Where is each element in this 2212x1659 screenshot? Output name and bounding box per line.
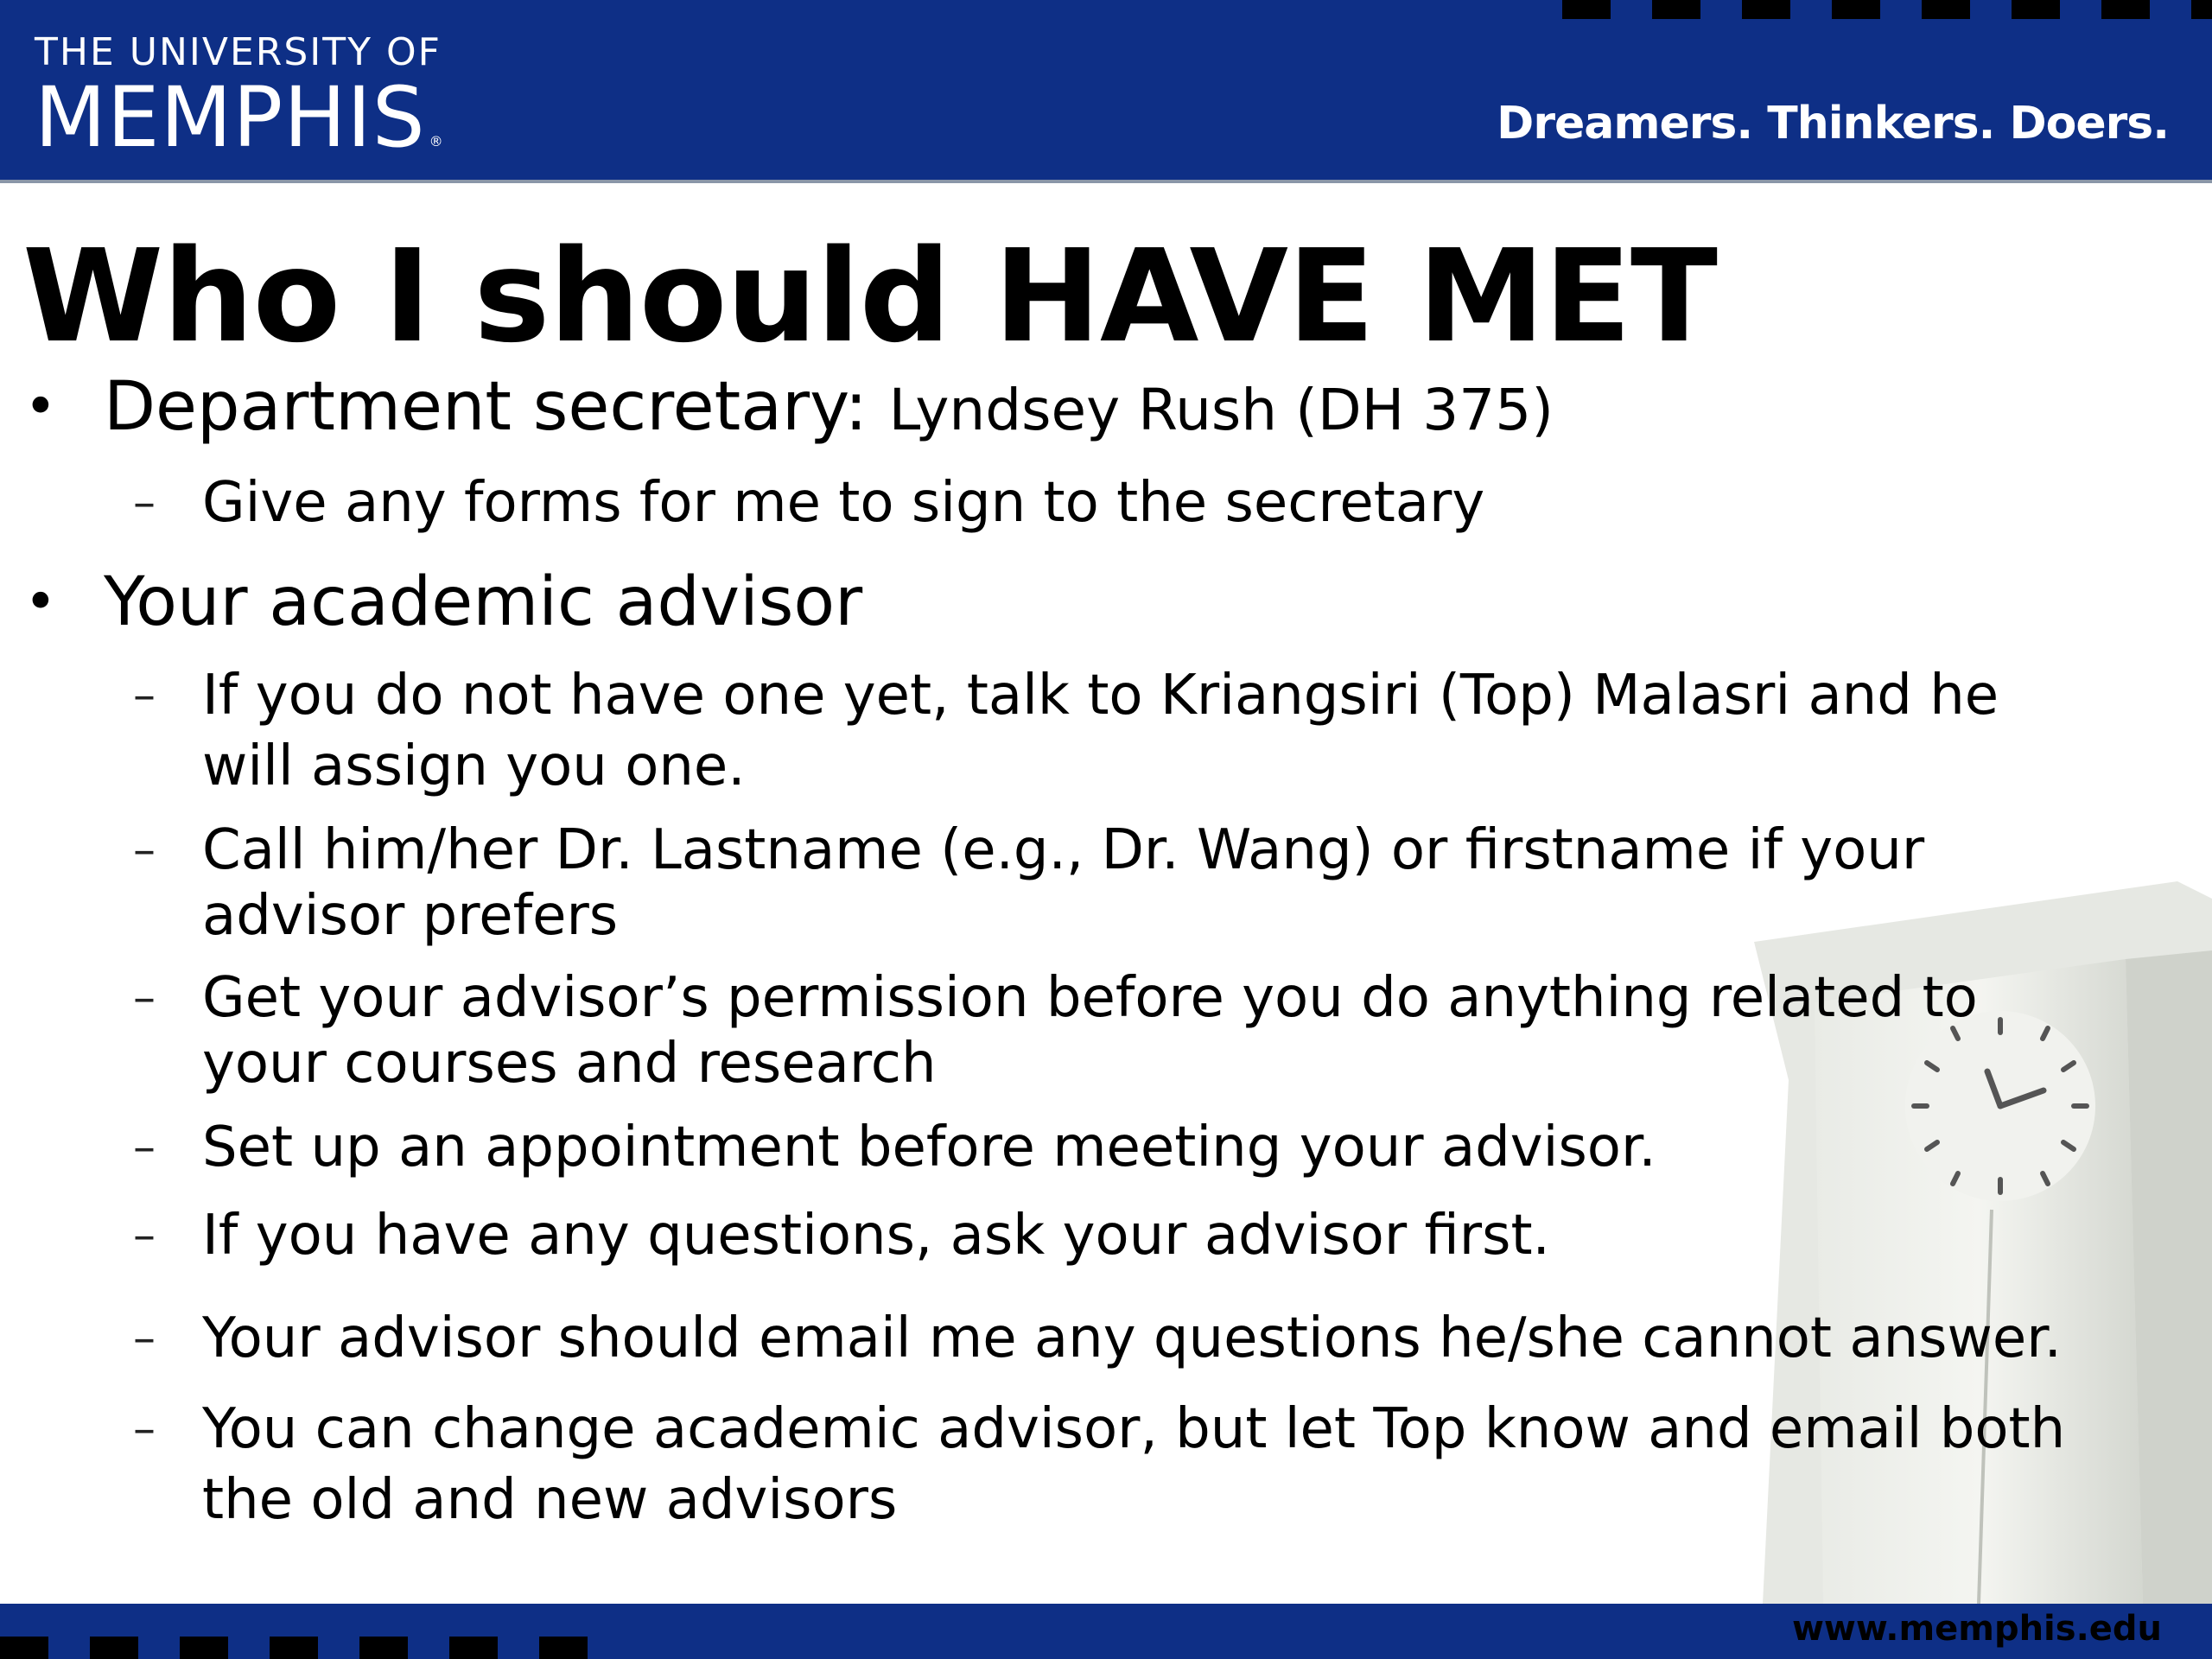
dash-icon: –	[133, 1122, 156, 1173]
footer-tick-marks	[0, 1637, 588, 1659]
dash-icon: –	[133, 477, 156, 529]
subitem	[133, 1303, 2103, 1374]
subitem-text: Your advisor should email me any questions he/she cannot answer.	[202, 1306, 2062, 1370]
bullet-dot-icon: •	[24, 375, 57, 439]
subitem-text: Get your advisor’s permission before you do anything related to your courses and research	[202, 966, 1978, 1096]
subitem	[133, 817, 2103, 949]
bullet-label: Your academic advisor	[104, 563, 863, 641]
dash-icon: –	[133, 670, 156, 721]
subitem-text: If you do not have one yet, talk to Kriangsiri (Top) Malasri and he will assign you one.	[202, 664, 1999, 798]
registered-mark: ®	[429, 133, 444, 149]
subitem	[133, 467, 2103, 538]
bullet-academic-advisor	[24, 563, 863, 641]
dash-icon: –	[133, 1210, 156, 1262]
dash-icon: –	[133, 1313, 156, 1364]
logo-top-text: THE UNIVERSITY OF	[35, 30, 442, 74]
footer-url: www.memphis.edu	[1791, 1609, 2162, 1649]
header-tick-marks	[1562, 0, 2212, 19]
subitem-text: If you have any questions, ask your advisor first.	[202, 1204, 1550, 1268]
dash-icon: –	[133, 972, 156, 1024]
bullet-detail: Lyndsey Rush (DH 375)	[888, 377, 1554, 443]
bullet-department-secretary	[24, 368, 1554, 449]
subitem-text: You can change academic advisor, but let Top know and email both the old and new advisors	[202, 1397, 2066, 1532]
subitem	[133, 1112, 2103, 1183]
tagline: Dreamers. Thinkers. Doers.	[1497, 98, 2169, 149]
subitem-text: Set up an appointment before meeting your advisor.	[202, 1116, 1656, 1179]
subitem-text: Give any forms for me to sign to the secretary	[202, 471, 1485, 535]
slide-title: Who I should HAVE MET	[22, 222, 1717, 371]
subitem	[133, 1394, 2103, 1535]
dash-icon: –	[133, 824, 156, 876]
university-logo	[35, 31, 444, 183]
logo-main-text: MEMPHIS ®	[35, 69, 444, 166]
subitem	[133, 965, 2103, 1096]
subitem	[133, 660, 2103, 802]
subitem	[133, 1200, 2103, 1271]
dash-icon: –	[133, 1403, 156, 1455]
bullet-dot-icon: •	[24, 570, 57, 634]
header-band	[0, 0, 2212, 183]
bullet-label: Department secretary:	[104, 368, 889, 446]
subitem-text: Call him/her Dr. Lastname (e.g., Dr. Wang) or firstname if your advisor prefers	[202, 818, 1925, 948]
